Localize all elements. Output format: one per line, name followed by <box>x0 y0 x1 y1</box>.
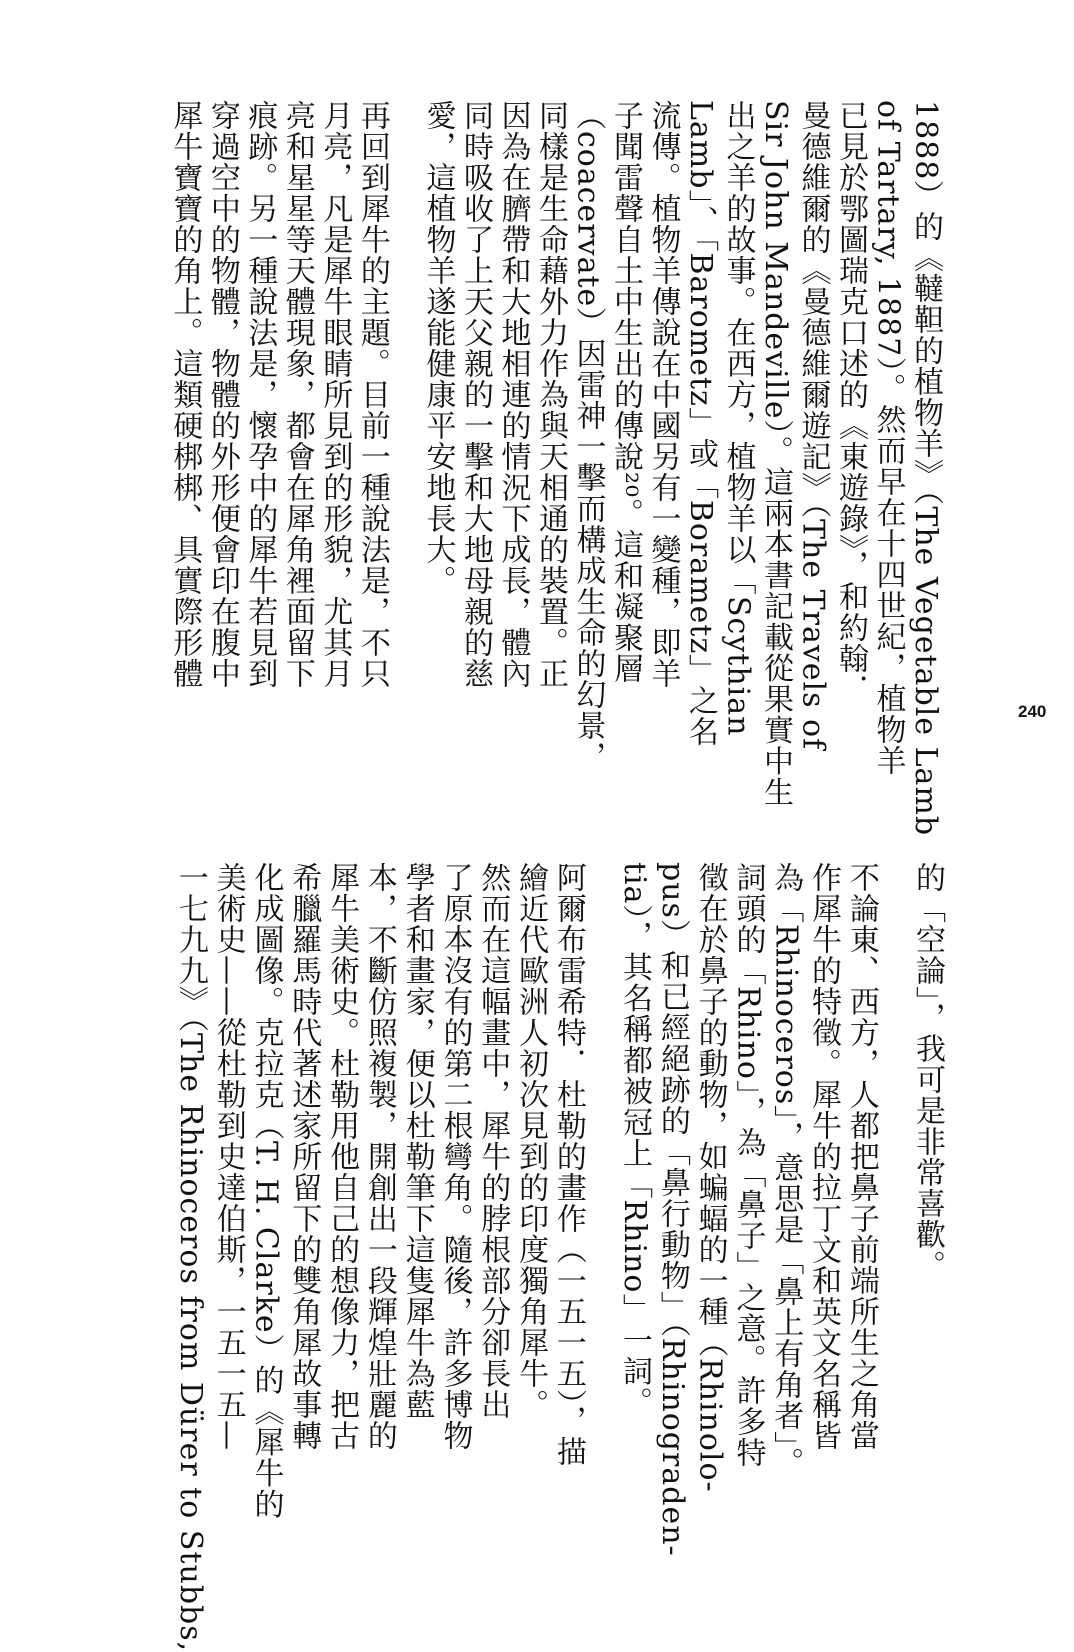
text-column: 希臘羅馬時代著述家所留下的雙角犀故事轉 <box>286 862 322 1451</box>
text-column: 然而在這幅畫中，犀牛的脖根部分卻長出 <box>475 862 511 1420</box>
text-column: pus）和已經絕跡的「鼻行動物」（Rhinograden- <box>654 862 690 1557</box>
text-column: 因為在臍帶和大地相連的情況下成長，體內 <box>495 100 531 689</box>
text-column: Lamb」、「Barometz」或「Borametz」之名 <box>683 100 718 748</box>
text-column: 阿爾布雷希特．杜勒的畫作（一五一五），描 <box>550 862 586 1467</box>
text-column: 不論東、西方，人都把鼻子前端所生之角當 <box>843 862 879 1451</box>
text-column: 作犀牛的特徵。犀牛的拉丁文和英文名稱皆 <box>806 862 842 1451</box>
text-column: 曼德維爾的《曼德維爾遊記》（The Travels of <box>795 100 831 751</box>
page-number: 240 <box>1018 702 1047 721</box>
text-column: （coacervate）因雷神一擊而構成生命的幻景， <box>570 100 606 773</box>
text-column: 1888）的《韃靼的植物羊》（The Vegetable Lamb <box>908 100 943 837</box>
text-column: 子聞雷聲自土中生出的傳說²⁰。這和凝聚層 <box>608 100 643 685</box>
text-column: 愛，這植物羊遂能健康平安地長大。 <box>420 100 456 596</box>
text-column: 已見於鄂圖瑞克口述的《東遊錄》，和約翰． <box>833 100 868 705</box>
text-column: 出之羊的故事。在西方，植物羊以「Scythian <box>720 100 756 737</box>
text-column: 穿過空中的物體，物體的外形便會印在腹中 <box>204 100 240 689</box>
text-column: 痕跡。另一種說法是，懷孕中的犀牛若見到 <box>242 100 278 689</box>
text-column: 的「空論」，我可是非常喜歡。 <box>910 862 945 1281</box>
text-column: 同時吸收了上天父親的一擊和大地母親的慈 <box>458 100 493 689</box>
text-column: 學者和畫家，便以杜勒筆下這隻犀牛為藍 <box>399 862 435 1420</box>
text-column: 化成圖像。克拉克（T. H. Clarke）的《犀牛的 <box>248 862 284 1520</box>
text-column: 美術史——從杜勒到史達伯斯，一五一五— <box>210 862 246 1451</box>
text-column: 本，不斷仿照複製，開創出一段輝煌壯麗的 <box>361 862 397 1451</box>
text-column: 再回到犀牛的主題。目前一種說法是，不只 <box>354 100 390 689</box>
text-column: 月亮，凡是犀牛眼睛所見到的形貌，尤其月 <box>317 100 353 689</box>
text-column: 犀牛寶寶的角上。這類硬梆梆、具實際形體 <box>167 100 203 689</box>
text-column: of Tartary, 1887）。然而早在十四世紀，植物羊 <box>870 100 906 777</box>
text-column: 了原本沒有的第二根彎角。隨後，許多博物 <box>437 862 473 1451</box>
text-column: 繪近代歐洲人初次見到的印度獨角犀牛。 <box>513 862 549 1420</box>
text-column: 一七九九》（The Rhinoceros from Dürer to Stubbs, <box>172 862 208 1652</box>
text-column: 為「Rhinoceros」，意思是「鼻上有角者」。 <box>768 862 804 1479</box>
text-column: Sir John Mandeville）。這兩本書記載從果實中生 <box>758 100 793 808</box>
text-column: 亮和星星等天體現象，都會在犀角裡面留下 <box>279 100 315 689</box>
text-column: 犀牛美術史。杜勒用他自己的想像力，把古 <box>324 862 360 1451</box>
text-column: 詞頭的「Rhino」，為「鼻子」之意。許多特 <box>730 862 766 1468</box>
text-column: tia），其名稱都被冠上「Rhino」一詞。 <box>617 862 653 1418</box>
text-column: 同樣是生命藉外力作為與天相通的裝置。正 <box>533 100 568 689</box>
text-column: 徵在於鼻子的動物，如蝙蝠的一種（Rhinolo- <box>692 862 728 1493</box>
text-column: 流傳。植物羊傳說在中國另有一變種，即羊 <box>645 100 681 689</box>
